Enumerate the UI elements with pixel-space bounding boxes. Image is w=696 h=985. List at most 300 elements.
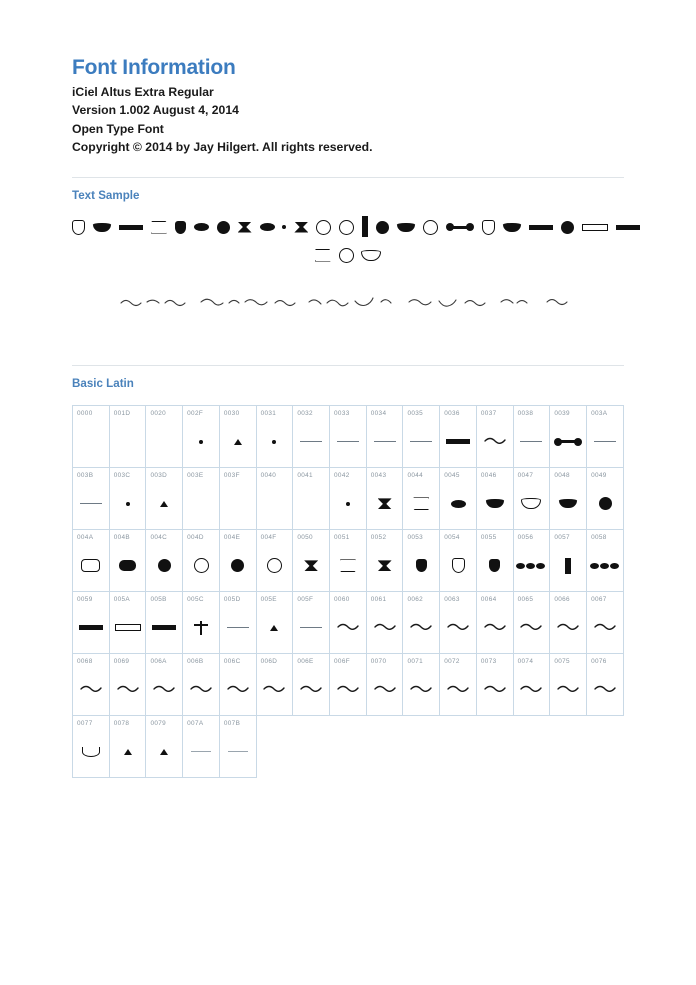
glyph-code-label: 0052	[370, 534, 387, 542]
glyph-preview	[440, 612, 476, 642]
ellipse-icon	[451, 500, 466, 508]
glyph-code-label: 006E	[297, 658, 314, 666]
glyph-preview	[514, 426, 550, 456]
glyph-code-label: 0062	[407, 596, 424, 604]
lens-icon	[559, 499, 577, 508]
bar-icon	[446, 439, 470, 444]
glyph-cell-004A[interactable]	[73, 530, 110, 592]
glyph-cell-005C[interactable]	[183, 592, 220, 654]
glyph-cell-0053[interactable]	[403, 530, 440, 592]
glyph-preview	[220, 612, 256, 642]
glyph-preview	[73, 612, 109, 642]
circle-open-icon	[194, 558, 209, 573]
glyph-code-label: 0071	[407, 658, 424, 666]
dot-icon	[272, 440, 276, 444]
wave-icon	[79, 683, 103, 693]
glyph-cell-0040[interactable]	[256, 468, 293, 530]
font-name-line: iCiel Altus Extra Regular	[72, 84, 214, 99]
glyph-cell-0074[interactable]	[513, 654, 550, 716]
bar-icon	[152, 625, 176, 630]
wave-icon	[556, 621, 580, 631]
line-icon	[337, 441, 359, 442]
glyph-code-label: 001D	[113, 410, 131, 418]
glyph-preview	[73, 426, 109, 456]
font-copyright-line: Copyright © 2014 by Jay Hilgert. All rights reserved.	[72, 140, 373, 155]
shield-open-icon	[452, 558, 465, 573]
glyph-cell-0079[interactable]	[146, 716, 183, 778]
glyph-cell-004D[interactable]	[183, 530, 220, 592]
glyph-cell-0061[interactable]	[366, 592, 403, 654]
glyph-code-label: 0000	[77, 410, 93, 418]
glyph-preview	[220, 488, 256, 518]
glyph-cell-003F[interactable]	[219, 468, 256, 530]
text-sample-area	[72, 215, 624, 335]
dot-icon	[126, 502, 130, 506]
glyph-code-label: 0039	[554, 410, 570, 418]
glyph-preview	[330, 674, 366, 704]
glyph-code-label: 0055	[480, 534, 497, 542]
glyph-preview	[183, 426, 219, 456]
lens-open-icon	[521, 498, 541, 509]
tri-icon	[234, 439, 242, 445]
glyph-cell-003A[interactable]	[587, 406, 624, 468]
glyph-preview	[514, 550, 550, 580]
line-icon	[594, 441, 616, 442]
tri-icon	[160, 749, 168, 755]
glyph-code-label: 004E	[223, 534, 241, 542]
glyph-preview	[514, 612, 550, 642]
section-heading-text-sample: Text Sample	[72, 188, 140, 202]
glyph-preview	[220, 736, 256, 766]
page-title: Font Information	[72, 56, 236, 79]
glyph-preview	[110, 612, 146, 642]
wave-icon	[593, 683, 617, 693]
glyph-preview	[110, 488, 146, 518]
glyph-preview	[403, 488, 439, 518]
glyph-preview	[183, 736, 219, 766]
glyph-cell-0069[interactable]	[109, 654, 146, 716]
glyph-code-label: 0046	[480, 472, 497, 480]
glyph-code-label: 0048	[554, 472, 570, 480]
glyph-preview	[514, 488, 550, 518]
glyph-cell-007B[interactable]	[219, 716, 256, 778]
flourish-glyph-run	[113, 293, 583, 311]
glyph-cell-005F[interactable]	[293, 592, 330, 654]
glyph-preview	[367, 426, 403, 456]
ornament-glyph	[361, 250, 381, 261]
glyph-code-label: 0079	[150, 720, 167, 728]
glyph-cell-003B[interactable]	[73, 468, 110, 530]
dumbbell-icon	[554, 438, 582, 446]
glyph-cell-006A[interactable]	[146, 654, 183, 716]
glyph-code-label: 003B	[77, 472, 94, 480]
rounded-box-icon	[81, 559, 100, 572]
glyph-cell-0031[interactable]	[256, 406, 293, 468]
glyph-cell-0070[interactable]	[366, 654, 403, 716]
glyph-cell-004E[interactable]	[219, 530, 256, 592]
flourish-sample-line	[72, 293, 624, 316]
glyph-preview	[110, 426, 146, 456]
cup-icon	[82, 747, 100, 757]
arrowline-icon	[189, 502, 213, 505]
circle-icon	[158, 559, 171, 572]
glyph-cell-005B[interactable]	[146, 592, 183, 654]
circle-open-icon	[267, 558, 282, 573]
glyph-cell-006C[interactable]	[219, 654, 256, 716]
glyph-preview	[146, 488, 182, 518]
glyph-cell-0057[interactable]	[550, 530, 587, 592]
arrowline-icon	[226, 502, 250, 505]
glyph-cell-0063[interactable]	[440, 592, 477, 654]
glyph-table-row	[73, 716, 624, 778]
glyph-cell-005D[interactable]	[219, 592, 256, 654]
glyph-preview	[367, 674, 403, 704]
glyph-cell-0055[interactable]	[476, 530, 513, 592]
line-icon	[374, 441, 396, 442]
glyph-preview	[367, 488, 403, 518]
glyph-cell-0049[interactable]	[587, 468, 624, 530]
glyph-cell-0032[interactable]	[293, 406, 330, 468]
glyph-preview	[183, 674, 219, 704]
wave-icon	[373, 683, 397, 693]
glyph-cell-003C[interactable]	[109, 468, 146, 530]
glyph-code-label: 002F	[187, 410, 204, 418]
glyph-code-label: 0020	[150, 410, 167, 418]
glyph-preview	[550, 674, 586, 704]
glyph-preview	[403, 550, 439, 580]
glyph-cell-0043[interactable]	[366, 468, 403, 530]
ornament-glyph	[119, 225, 143, 230]
cross-icon	[194, 621, 208, 635]
glyph-cell-003E[interactable]	[183, 468, 220, 530]
wave-icon	[483, 683, 507, 693]
glyph-cell-006B[interactable]	[183, 654, 220, 716]
glyph-code-label: 006C	[223, 658, 241, 666]
font-format-line: Open Type Font	[72, 121, 164, 136]
line-icon	[80, 503, 102, 504]
glyph-code-label: 004C	[150, 534, 168, 542]
glyph-code-label: 0059	[77, 596, 93, 604]
glyph-cell-0034[interactable]	[366, 406, 403, 468]
glyph-preview	[257, 426, 293, 456]
glyph-preview	[550, 612, 586, 642]
glyph-code-label: 0044	[407, 472, 424, 480]
glyph-code-label: 007B	[223, 720, 241, 728]
ornament-glyph	[194, 223, 209, 231]
wave-icon	[336, 683, 360, 693]
glyph-preview	[587, 612, 623, 642]
glyph-cell-0038[interactable]	[513, 406, 550, 468]
glyph-preview	[257, 612, 293, 642]
glyph-code-label: 0041	[297, 472, 313, 480]
tri-icon	[270, 625, 278, 631]
wave-icon	[116, 683, 140, 693]
glyph-preview	[183, 550, 219, 580]
glyph-code-label: 005C	[187, 596, 204, 604]
line-icon	[227, 627, 249, 628]
chain-icon	[590, 562, 620, 570]
wave-icon	[336, 621, 360, 631]
wave-icon	[189, 683, 213, 693]
glyph-cell-0050[interactable]	[293, 530, 330, 592]
glyph-cell-0054[interactable]	[440, 530, 477, 592]
glyph-code-label: 0057	[554, 534, 570, 542]
glyph-cell-0060[interactable]	[330, 592, 367, 654]
glyph-cell-0033[interactable]	[330, 406, 367, 468]
lens-icon	[486, 499, 504, 508]
glyph-cell-0000[interactable]	[73, 406, 110, 468]
glyph-preview	[330, 612, 366, 642]
glyph-code-label: 005D	[223, 596, 241, 604]
dot-icon	[199, 440, 203, 444]
glyph-preview	[403, 674, 439, 704]
glyph-cell-0058[interactable]	[587, 530, 624, 592]
glyph-preview	[403, 612, 439, 642]
arrowline-icon	[299, 502, 323, 505]
glyph-code-label: 006B	[187, 658, 204, 666]
glyph-code-label: 0066	[554, 596, 570, 604]
glyph-code-label: 0032	[297, 410, 313, 418]
glyph-cell-0073[interactable]	[476, 654, 513, 716]
bar-icon	[79, 625, 103, 630]
glyph-cell-004C[interactable]	[146, 530, 183, 592]
glyph-cell-0036[interactable]	[440, 406, 477, 468]
glyph-cell-0066[interactable]	[550, 592, 587, 654]
glyph-cell-0042[interactable]	[330, 468, 367, 530]
glyph-cell-004F[interactable]	[256, 530, 293, 592]
glyph-preview	[220, 426, 256, 456]
glyph-code-label: 0033	[334, 410, 350, 418]
glyph-preview	[220, 674, 256, 704]
glyph-cell-0075[interactable]	[550, 654, 587, 716]
glyph-preview	[587, 488, 623, 518]
line-icon	[520, 441, 542, 442]
glyph-cell-0020[interactable]	[146, 406, 183, 468]
glyph-cell-0064[interactable]	[476, 592, 513, 654]
glyph-preview	[146, 550, 182, 580]
dot-icon	[346, 502, 350, 506]
glyph-code-label: 0030	[223, 410, 240, 418]
glyph-preview	[257, 488, 293, 518]
ornament-sample-line-2	[72, 243, 624, 265]
glyph-cell-0059[interactable]	[73, 592, 110, 654]
ornament-glyph	[339, 220, 354, 235]
glyph-code-label: 003F	[223, 472, 240, 480]
glyph-code-label: 0061	[370, 596, 387, 604]
wave-icon	[446, 683, 470, 693]
tri-icon	[160, 501, 168, 507]
circle-icon	[599, 497, 612, 510]
glyph-cell-005A[interactable]	[109, 592, 146, 654]
ornament-sample-line-1	[72, 215, 624, 238]
glyph-table-row	[73, 468, 624, 530]
glyph-code-label: 0040	[260, 472, 277, 480]
glyph-preview	[587, 674, 623, 704]
page-content	[72, 0, 624, 778]
glyph-code-label: 003E	[187, 472, 204, 480]
glyph-preview	[477, 612, 513, 642]
glyph-code-label: 0045	[444, 472, 460, 480]
glyph-code-label: 005A	[113, 596, 131, 604]
ornament-glyph	[294, 222, 308, 233]
glyph-cell-0045[interactable]	[440, 468, 477, 530]
glyph-preview	[293, 550, 329, 580]
glyph-table-body	[73, 406, 624, 778]
glyph-preview	[550, 426, 586, 456]
glyph-preview	[587, 426, 623, 456]
glyph-cell-0077[interactable]	[73, 716, 110, 778]
ornament-glyph	[503, 223, 521, 232]
glyph-code-label: 0058	[591, 534, 607, 542]
ornament-glyph	[339, 248, 354, 263]
wave-icon	[446, 621, 470, 631]
glyph-preview	[293, 612, 329, 642]
ornament-glyph	[582, 224, 608, 231]
ornament-glyph	[93, 223, 111, 232]
glyph-cell-0052[interactable]	[366, 530, 403, 592]
glyph-preview	[367, 612, 403, 642]
glyph-code-label: 0036	[444, 410, 460, 418]
line-icon	[300, 627, 322, 628]
glyph-preview	[514, 674, 550, 704]
glyph-cell-0076[interactable]	[587, 654, 624, 716]
ornament-glyph	[316, 220, 331, 235]
arrowline-icon	[262, 502, 286, 505]
glyph-code-label: 0049	[591, 472, 607, 480]
glyph-cell-0047[interactable]	[513, 468, 550, 530]
glyph-preview	[73, 488, 109, 518]
glyph-preview	[110, 674, 146, 704]
ornament-glyph	[446, 223, 474, 231]
ornament-glyph	[238, 222, 252, 233]
glyph-preview	[440, 674, 476, 704]
ornament-glyph	[217, 221, 230, 234]
glyph-table-row	[73, 406, 624, 468]
glyph-cell-001D[interactable]	[109, 406, 146, 468]
glyph-code-label: 0035	[407, 410, 424, 418]
glyph-cell-002F[interactable]	[183, 406, 220, 468]
glyph-code-label: 0054	[444, 534, 460, 542]
glyph-code-label: 003D	[150, 472, 168, 480]
glyph-table-row	[73, 530, 624, 592]
glyph-cell-0044[interactable]	[403, 468, 440, 530]
glyph-cell-005E[interactable]	[256, 592, 293, 654]
glyph-code-label: 0043	[370, 472, 387, 480]
glyph-code-label: 0064	[480, 596, 497, 604]
glyph-code-label: 0068	[77, 658, 93, 666]
glyph-preview	[330, 550, 366, 580]
wave-icon	[262, 683, 286, 693]
line-thin-icon	[191, 751, 211, 752]
ornament-glyph	[376, 221, 389, 234]
glyph-code-label: 0075	[554, 658, 570, 666]
rounded-box-fill-icon	[119, 560, 136, 571]
bowtie-open-icon	[413, 497, 429, 510]
ornament-glyph	[482, 220, 495, 235]
glyph-preview	[146, 426, 182, 456]
ornament-glyph	[362, 216, 368, 238]
glyph-preview	[330, 488, 366, 518]
glyph-cell-0072[interactable]	[440, 654, 477, 716]
divider-basic-latin	[72, 365, 624, 366]
glyph-cell-0041[interactable]	[293, 468, 330, 530]
glyph-preview	[403, 426, 439, 456]
glyph-code-label: 0034	[370, 410, 387, 418]
glyph-cell-0030[interactable]	[219, 406, 256, 468]
glyph-code-label: 0078	[113, 720, 130, 728]
glyph-code-label: 0063	[444, 596, 460, 604]
glyph-cell-0035[interactable]	[403, 406, 440, 468]
glyph-cell-0046[interactable]	[476, 468, 513, 530]
glyph-cell-0071[interactable]	[403, 654, 440, 716]
glyph-cell-0051[interactable]	[330, 530, 367, 592]
glyph-cell-0065[interactable]	[513, 592, 550, 654]
glyph-code-label: 0073	[480, 658, 497, 666]
glyph-preview	[477, 674, 513, 704]
glyph-code-label: 0042	[334, 472, 350, 480]
glyph-code-label: 005E	[260, 596, 277, 604]
glyph-cell-0067[interactable]	[587, 592, 624, 654]
glyph-cell-007A[interactable]	[183, 716, 220, 778]
glyph-cell-004B[interactable]	[109, 530, 146, 592]
bowtie-icon	[378, 560, 392, 571]
wave-icon	[519, 621, 543, 631]
glyph-code-label: 006D	[260, 658, 278, 666]
glyph-cell-0078[interactable]	[109, 716, 146, 778]
glyph-code-label: 006A	[150, 658, 167, 666]
font-metadata-list	[72, 83, 624, 157]
wave-icon	[226, 683, 250, 693]
glyph-cell-0037[interactable]	[476, 406, 513, 468]
glyph-code-label: 0076	[591, 658, 607, 666]
glyph-cell-0039[interactable]	[550, 406, 587, 468]
ornament-glyph	[175, 221, 186, 234]
glyph-code-label: 0072	[444, 658, 460, 666]
glyph-preview	[73, 674, 109, 704]
glyph-preview	[110, 550, 146, 580]
ornament-glyph	[397, 223, 415, 232]
glyph-cell-006F[interactable]	[330, 654, 367, 716]
glyph-cell-0048[interactable]	[550, 468, 587, 530]
bowtie-icon	[378, 498, 392, 509]
glyph-preview	[477, 550, 513, 580]
line-icon	[410, 441, 432, 442]
ornament-glyph	[315, 249, 331, 262]
glyph-cell-003D[interactable]	[146, 468, 183, 530]
glyph-cell-0062[interactable]	[403, 592, 440, 654]
glyph-cell-006E[interactable]	[293, 654, 330, 716]
glyph-cell-0068[interactable]	[73, 654, 110, 716]
glyph-preview	[440, 426, 476, 456]
glyph-preview	[440, 488, 476, 518]
glyph-cell-0056[interactable]	[513, 530, 550, 592]
glyph-preview	[367, 550, 403, 580]
ornament-glyph	[260, 223, 275, 231]
glyph-preview	[440, 550, 476, 580]
glyph-preview	[293, 426, 329, 456]
ornament-glyph	[616, 225, 640, 230]
chain-open-icon	[565, 551, 571, 580]
glyph-code-label: 003A	[591, 410, 608, 418]
glyph-cell-006D[interactable]	[256, 654, 293, 716]
glyph-code-label: 004B	[113, 534, 131, 542]
glyph-code-label: 005B	[150, 596, 167, 604]
glyph-preview	[257, 550, 293, 580]
glyph-code-label: 006F	[334, 658, 350, 666]
font-version-line: Version 1.002 August 4, 2014	[72, 103, 239, 118]
glyph-code-label: 0077	[77, 720, 93, 728]
ornament-glyph	[561, 221, 574, 234]
